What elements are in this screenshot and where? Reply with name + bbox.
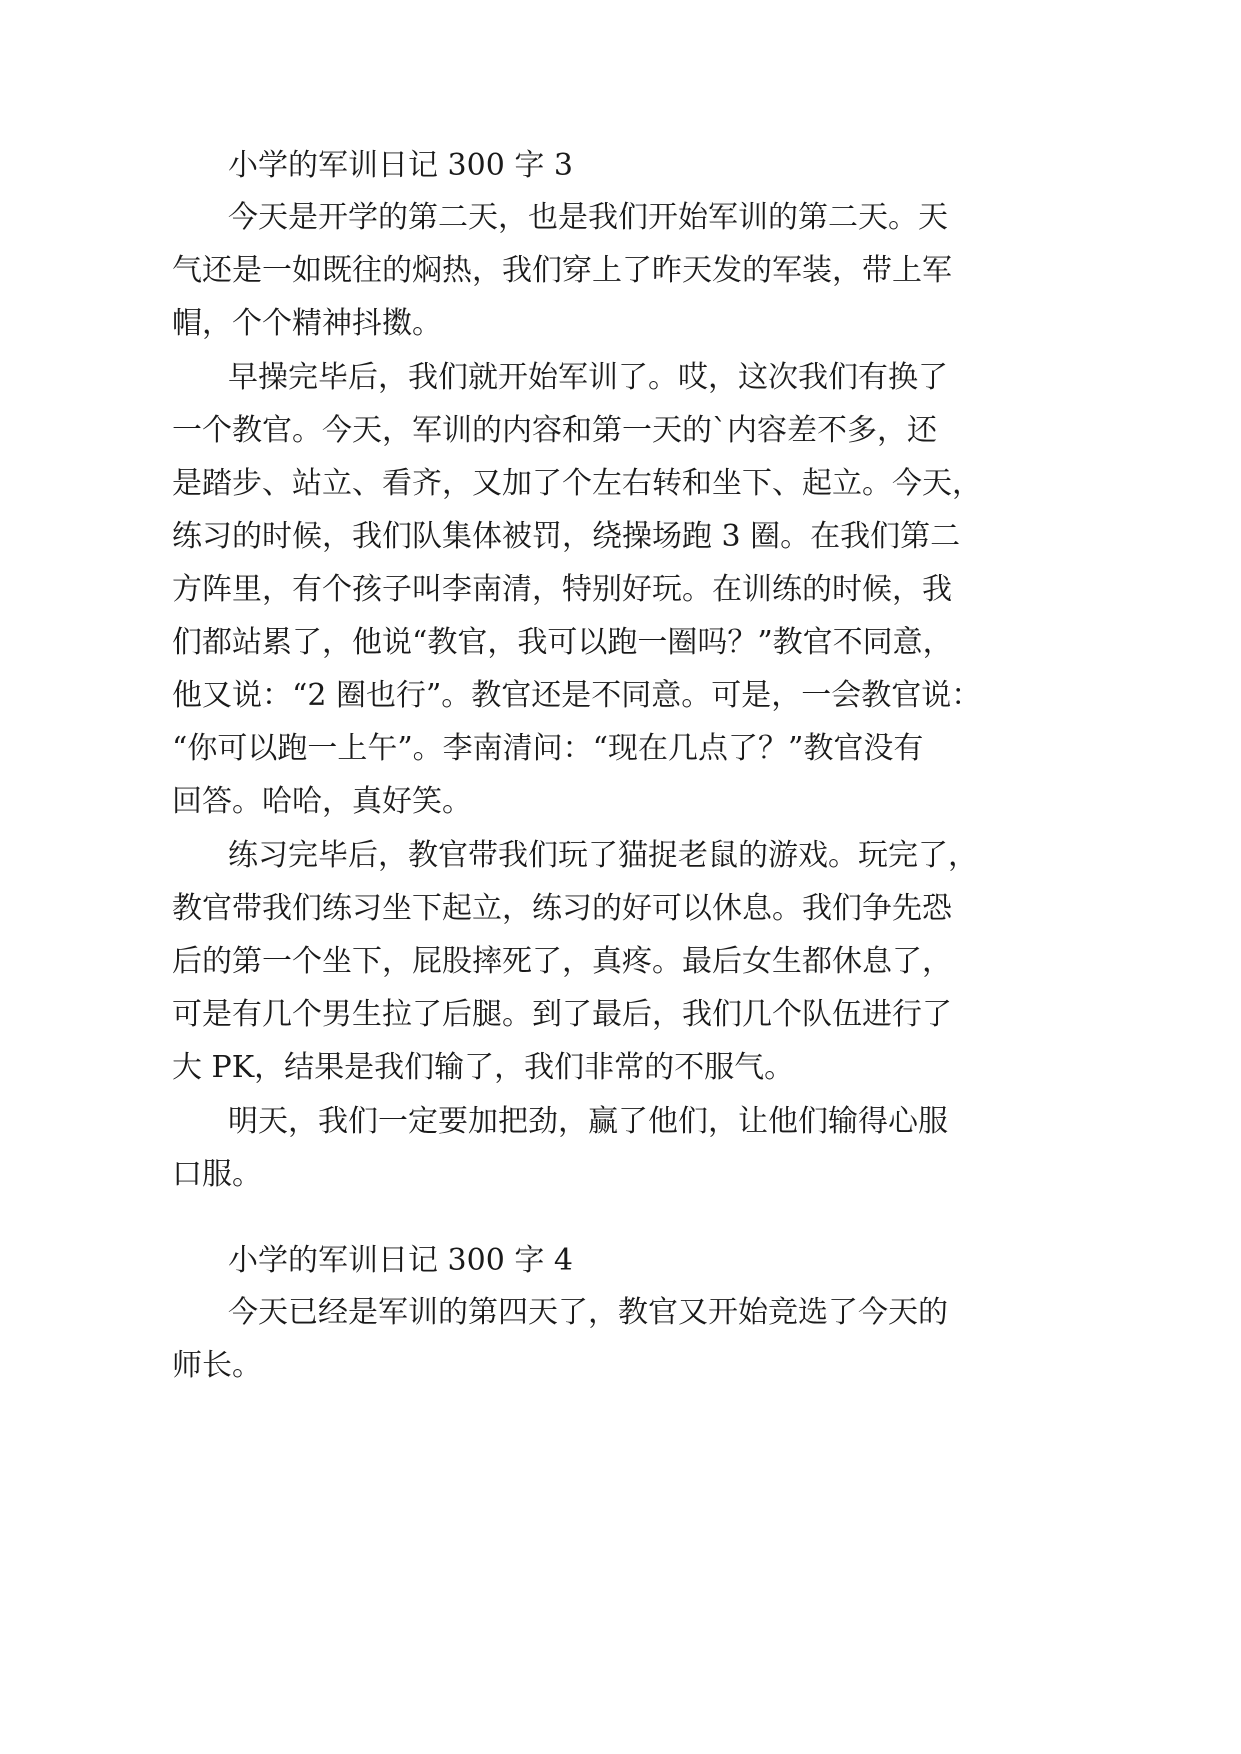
paragraph-line: 是踏步、站立、看齐，又加了个左右转和坐下、起立。今天，	[172, 466, 982, 501]
section-heading-3: 小学的军训日记 300 字 3	[228, 148, 573, 183]
paragraph-line: 练习的时候，我们队集体被罚，绕操场跑 3 圈。在我们第二	[172, 519, 961, 554]
paragraph-line: 明天，我们一定要加把劲，赢了他们，让他们输得心服	[228, 1104, 948, 1139]
paragraph-line: 一个教官。今天，军训的内容和第一天的`内容差不多，还	[172, 413, 937, 448]
paragraph-line: 后的第一个坐下，屁股摔死了，真疼。最后女生都休息了，	[172, 944, 952, 979]
paragraph-line: 今天已经是军训的第四天了，教官又开始竞选了今天的	[228, 1295, 948, 1330]
paragraph-line: 他又说：“2 圈也行”。教官还是不同意。可是，一会教官说：	[172, 678, 982, 713]
paragraph-line: 练习完毕后，教官带我们玩了猫捉老鼠的游戏。玩完了，	[228, 838, 978, 873]
paragraph-line: 回答。哈哈，真好笑。	[172, 784, 472, 819]
paragraph-line: “你可以跑一上午”。李南清问：“现在几点了？”教官没有	[172, 731, 924, 766]
section-heading-4: 小学的军训日记 300 字 4	[228, 1243, 573, 1278]
paragraph-line: 师长。	[172, 1348, 262, 1383]
paragraph-line: 教官带我们练习坐下起立，练习的好可以休息。我们争先恐	[172, 891, 952, 926]
paragraph-line: 们都站累了，他说“教官，我可以跑一圈吗？”教官不同意，	[172, 625, 953, 660]
paragraph-line: 大 PK，结果是我们输了，我们非常的不服气。	[172, 1050, 795, 1085]
paragraph-line: 气还是一如既往的焖热，我们穿上了昨天发的军装，带上军	[172, 253, 952, 288]
paragraph-line: 方阵里，有个孩子叫李南清，特别好玩。在训练的时候，我	[172, 572, 952, 607]
paragraph-line: 帽，个个精神抖擞。	[172, 306, 442, 341]
paragraph-line: 早操完毕后，我们就开始军训了。哎，这次我们有换了	[228, 360, 948, 395]
paragraph-line: 口服。	[172, 1157, 262, 1192]
paragraph-line: 可是有几个男生拉了后腿。到了最后，我们几个队伍进行了	[172, 997, 952, 1032]
paragraph-line: 今天是开学的第二天，也是我们开始军训的第二天。天	[228, 200, 948, 235]
